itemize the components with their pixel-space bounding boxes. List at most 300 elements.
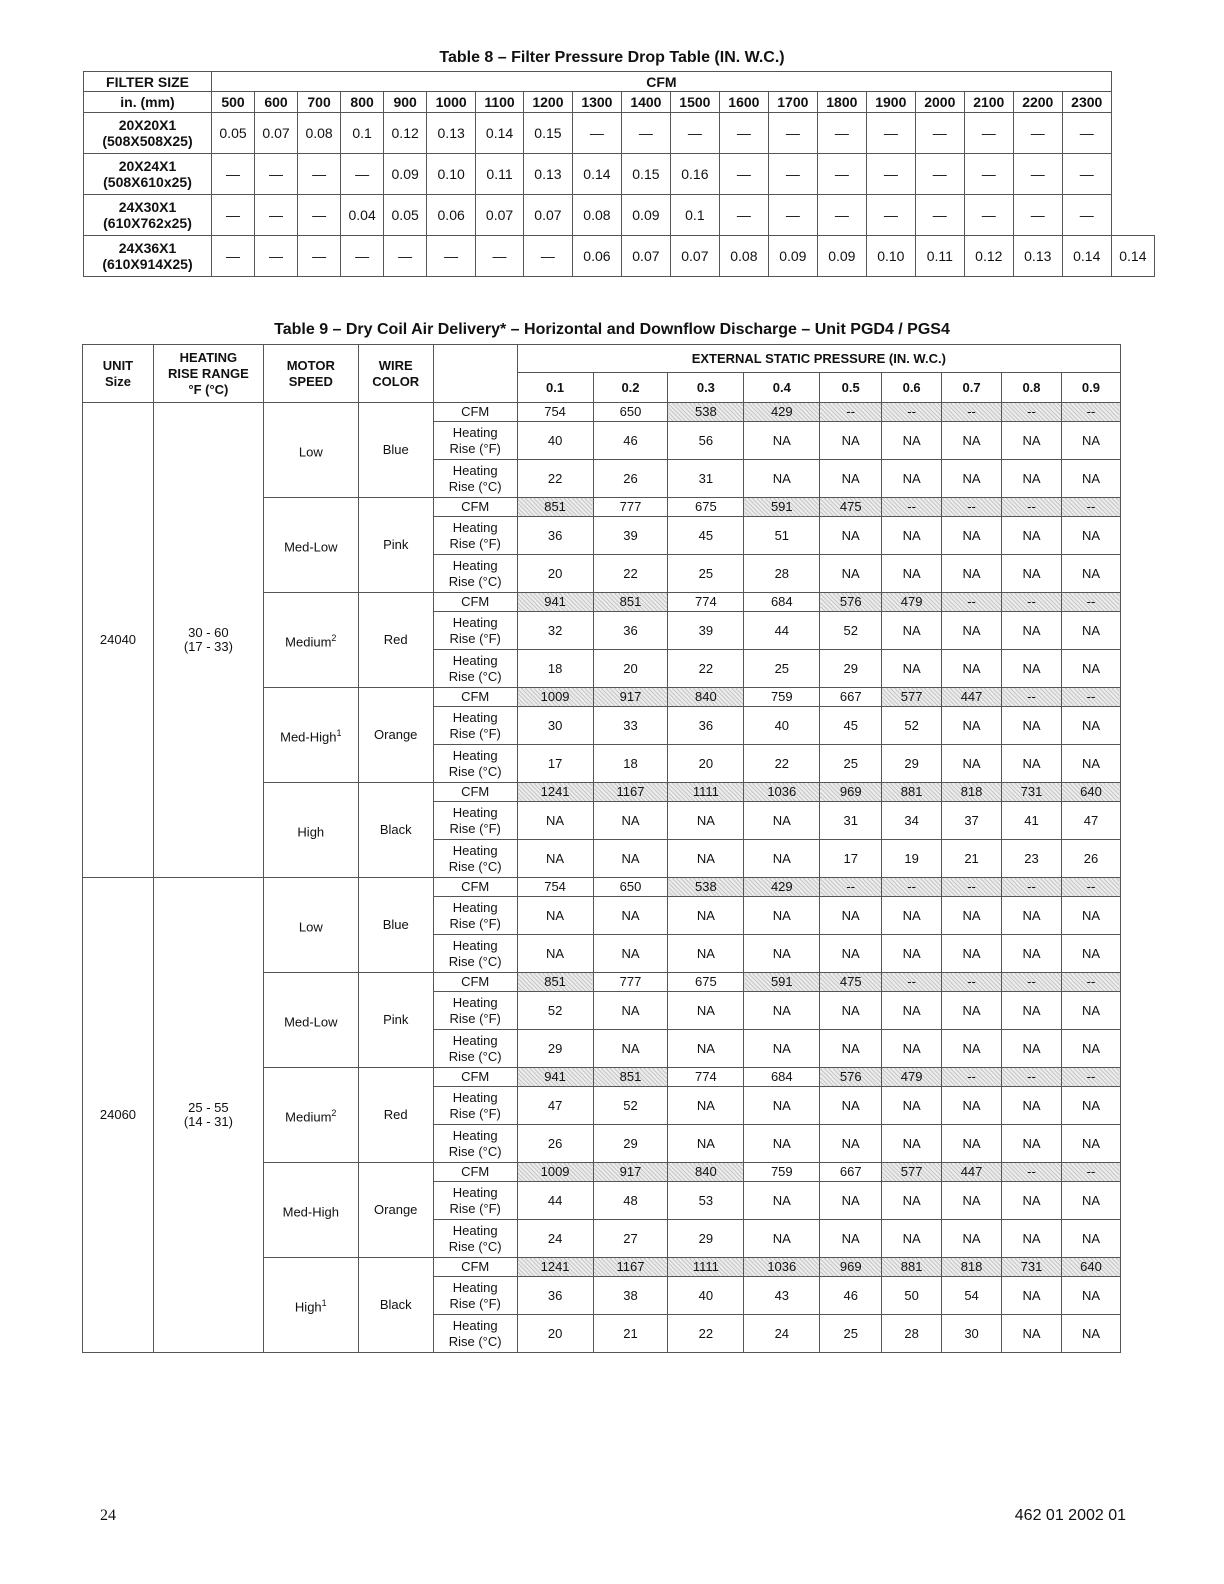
rise-f-value-cell: NA bbox=[517, 897, 593, 935]
rise-f-value-cell: 52 bbox=[820, 612, 882, 650]
rise-f-value-cell: 41 bbox=[1002, 802, 1062, 840]
heating-label: Heating bbox=[452, 899, 498, 915]
rise-f-value-cell: 40 bbox=[744, 707, 820, 745]
cfm-value-cell: -- bbox=[1002, 1163, 1062, 1182]
wire-color-cell: Red bbox=[358, 1068, 433, 1163]
rise-c-value-cell: NA bbox=[820, 460, 882, 498]
cfm-value-cell: 1167 bbox=[593, 1258, 668, 1277]
pressure-column-header: 0.5 bbox=[820, 373, 882, 403]
pressure-drop-cell: 0.10 bbox=[866, 236, 915, 277]
rise-c-value-cell: NA bbox=[593, 1030, 668, 1068]
rise-c-value-cell: NA bbox=[882, 1030, 942, 1068]
rise-f-value-cell: 51 bbox=[744, 517, 820, 555]
pressure-drop-cell: — bbox=[915, 113, 964, 154]
rise-f-value-cell: NA bbox=[744, 422, 820, 460]
pressure-drop-cell: — bbox=[719, 195, 768, 236]
heating-rise-c-label-cell bbox=[433, 935, 517, 973]
heating-rise-c-label-cell bbox=[433, 1220, 517, 1258]
speed-footnote: 2 bbox=[331, 632, 337, 643]
motor-speed: Low bbox=[298, 919, 323, 935]
rise-c-value-cell: 25 bbox=[820, 745, 882, 783]
cfm-row-label: CFM bbox=[461, 404, 490, 419]
rise-c-value-cell: 28 bbox=[882, 1315, 942, 1353]
cfm-value-cell: 731 bbox=[1002, 783, 1062, 802]
range-f: 25 - 55 bbox=[188, 1100, 229, 1115]
pressure-column-header: 0.2 bbox=[593, 373, 668, 403]
pressure-drop-cell: — bbox=[255, 195, 298, 236]
pressure-drop-cell: 0.14 bbox=[1062, 236, 1111, 277]
cfm-row-label: CFM bbox=[461, 499, 490, 514]
rise-f-value-cell: 52 bbox=[882, 707, 942, 745]
pressure-drop-cell: — bbox=[523, 236, 572, 277]
rise-unit-label: Rise (°C) bbox=[448, 858, 502, 874]
motor-speed-header bbox=[263, 345, 358, 403]
rise-c-value-cell: 17 bbox=[517, 745, 593, 783]
cfm-column-header: 1600 bbox=[719, 92, 768, 113]
rise-f-value-cell: 40 bbox=[668, 1277, 744, 1315]
rise-unit-label: Rise (°F) bbox=[449, 1200, 501, 1216]
cfm-value-cell: 1036 bbox=[744, 783, 820, 802]
rise-f-value-cell: NA bbox=[744, 802, 820, 840]
wire-color-cell: Black bbox=[358, 783, 433, 878]
rise-unit-label: Rise (°C) bbox=[448, 953, 502, 969]
rise-c-value-cell: NA bbox=[1061, 650, 1120, 688]
filter-size-cell bbox=[84, 154, 212, 195]
pressure-drop-cell: 0.15 bbox=[621, 154, 670, 195]
cfm-row-label: CFM bbox=[461, 879, 490, 894]
heating-rise-f-label-cell bbox=[433, 1087, 517, 1125]
pressure-drop-cell: — bbox=[1013, 113, 1062, 154]
rise-f-value-cell: 48 bbox=[593, 1182, 668, 1220]
range-f: 30 - 60 bbox=[188, 625, 229, 640]
rise-c-value-cell: 29 bbox=[517, 1030, 593, 1068]
cfm-row-label: CFM bbox=[461, 974, 490, 989]
pressure-drop-cell: — bbox=[1062, 154, 1111, 195]
cfm-value-cell: 576 bbox=[820, 593, 882, 612]
pressure-drop-cell: — bbox=[1062, 113, 1111, 154]
pressure-column-header: 0.7 bbox=[942, 373, 1002, 403]
cfm-value-cell: 591 bbox=[744, 498, 820, 517]
rise-f-value-cell: 37 bbox=[942, 802, 1002, 840]
rise-f-value-cell: NA bbox=[942, 1182, 1002, 1220]
filter-size: 20X24X1 bbox=[118, 158, 177, 174]
rise-f-value-cell: NA bbox=[744, 897, 820, 935]
filter-pressure-drop-table bbox=[83, 71, 1155, 277]
pressure-drop-cell: 0.14 bbox=[572, 154, 621, 195]
cfm-value-cell: -- bbox=[942, 878, 1002, 897]
heating-label: Heating bbox=[452, 994, 498, 1010]
rise-f-value-cell: 40 bbox=[517, 422, 593, 460]
size-unit-header bbox=[84, 92, 212, 113]
rise-unit-label: Rise (°C) bbox=[448, 1333, 502, 1349]
rise-unit-label: Rise (°F) bbox=[449, 1295, 501, 1311]
rise-c-value-cell: NA bbox=[942, 1125, 1002, 1163]
heating-rise-f-label-cell bbox=[433, 992, 517, 1030]
rise-c-value-cell: NA bbox=[593, 840, 668, 878]
rise-f-value-cell: 53 bbox=[668, 1182, 744, 1220]
rise-f-value-cell: 34 bbox=[882, 802, 942, 840]
rise-c-value-cell: NA bbox=[942, 650, 1002, 688]
rise-c-value-cell: 30 bbox=[942, 1315, 1002, 1353]
rise-c-value-cell: NA bbox=[1002, 1125, 1062, 1163]
pressure-column-header: 0.4 bbox=[744, 373, 820, 403]
motor-speed-cell bbox=[263, 1163, 358, 1258]
rise-c-value-cell: 22 bbox=[668, 1315, 744, 1353]
cfm-value-cell: 851 bbox=[517, 498, 593, 517]
cfm-value-cell: 759 bbox=[744, 688, 820, 707]
cfm-row-label: CFM bbox=[461, 1069, 490, 1084]
cfm-value-cell: 684 bbox=[744, 1068, 820, 1087]
cfm-label-cell bbox=[433, 403, 517, 422]
rise-c-value-cell: NA bbox=[942, 745, 1002, 783]
rise-c-value-cell: NA bbox=[942, 1220, 1002, 1258]
cfm-value-cell: 969 bbox=[820, 1258, 882, 1277]
dry-coil-air-delivery-table bbox=[82, 344, 1121, 1353]
filter-size-mm: (508X610x25) bbox=[103, 174, 192, 190]
cfm-value-cell: -- bbox=[942, 498, 1002, 517]
pressure-drop-cell: — bbox=[298, 154, 341, 195]
rise-f-value-cell: 43 bbox=[744, 1277, 820, 1315]
rise-f-value-cell: NA bbox=[1061, 707, 1120, 745]
rise-c-value-cell: NA bbox=[744, 840, 820, 878]
heating-rise-c-label-cell bbox=[433, 460, 517, 498]
rise-f-value-cell: NA bbox=[1002, 992, 1062, 1030]
cfm-value-cell: 475 bbox=[820, 498, 882, 517]
cfm-value-cell: 759 bbox=[744, 1163, 820, 1182]
pressure-drop-cell: — bbox=[964, 154, 1013, 195]
cfm-value-cell: 640 bbox=[1061, 1258, 1120, 1277]
cfm-value-cell: -- bbox=[882, 403, 942, 422]
rise-unit-label: Rise (°F) bbox=[449, 440, 501, 456]
pressure-drop-cell: 0.13 bbox=[427, 113, 476, 154]
rise-c-value-cell: 22 bbox=[517, 460, 593, 498]
rise-c-value-cell: 26 bbox=[593, 460, 668, 498]
rise-f-value-cell: 36 bbox=[593, 612, 668, 650]
pressure-drop-cell: 0.1 bbox=[341, 113, 384, 154]
pressure-drop-cell: 0.07 bbox=[476, 195, 524, 236]
cfm-label: CFM bbox=[646, 73, 677, 90]
rise-f-value-cell: 33 bbox=[593, 707, 668, 745]
rise-f-value-cell: 46 bbox=[593, 422, 668, 460]
wire-color-cell: Orange bbox=[358, 688, 433, 783]
rise-f-value-cell: 46 bbox=[820, 1277, 882, 1315]
rise-f-value-cell: 52 bbox=[517, 992, 593, 1030]
heating-label: Heating bbox=[452, 747, 498, 763]
cfm-row-label: CFM bbox=[461, 1259, 490, 1274]
speed-footnote: 2 bbox=[331, 1107, 337, 1118]
cfm-value-cell: -- bbox=[1002, 688, 1062, 707]
cfm-value-cell: 650 bbox=[593, 878, 668, 897]
cfm-value-cell: 777 bbox=[593, 973, 668, 992]
rise-c-value-cell: NA bbox=[942, 460, 1002, 498]
cfm-column-header: 1700 bbox=[768, 92, 817, 113]
heating-label: Heating bbox=[452, 937, 498, 953]
cfm-value-cell: 650 bbox=[593, 403, 668, 422]
page-number: 24 bbox=[100, 1507, 116, 1524]
range-c: (14 - 31) bbox=[183, 1114, 233, 1129]
rise-f-value-cell: 52 bbox=[593, 1087, 668, 1125]
rise-c-value-cell: NA bbox=[882, 935, 942, 973]
cfm-value-cell: -- bbox=[882, 878, 942, 897]
heating-label: Heating bbox=[452, 462, 498, 478]
rise-f-value-cell: NA bbox=[820, 1087, 882, 1125]
pressure-drop-cell: 0.05 bbox=[212, 113, 255, 154]
pressure-drop-cell: 0.11 bbox=[476, 154, 524, 195]
wire-color-cell: Blue bbox=[358, 403, 433, 498]
rise-f-value-cell: NA bbox=[942, 897, 1002, 935]
pressure-drop-cell: — bbox=[964, 195, 1013, 236]
filter-size-cell bbox=[84, 113, 212, 154]
unit-size-cell: 24040 bbox=[83, 403, 154, 878]
motor-speed: Med-High bbox=[280, 729, 337, 745]
cfm-value-cell: 941 bbox=[517, 1068, 593, 1087]
rise-f-value-cell: NA bbox=[882, 992, 942, 1030]
heating-label: Heating bbox=[452, 842, 498, 858]
cfm-value-cell: 840 bbox=[668, 688, 744, 707]
heating-rise-f-label-cell bbox=[433, 612, 517, 650]
pressure-drop-cell: 0.13 bbox=[1013, 236, 1062, 277]
rise-f-value-cell: NA bbox=[668, 802, 744, 840]
filter-size-mm: (610X914X25) bbox=[102, 256, 193, 272]
heating-label: Heating bbox=[452, 519, 498, 535]
heating-label: Heating bbox=[452, 614, 498, 630]
cfm-value-cell: 475 bbox=[820, 973, 882, 992]
cfm-value-cell: 577 bbox=[882, 688, 942, 707]
filter-size: 24X36X1 bbox=[118, 240, 177, 256]
rise-f-value-cell: NA bbox=[942, 612, 1002, 650]
rise-c-value-cell: 20 bbox=[593, 650, 668, 688]
heating-rise-f-label-cell bbox=[433, 422, 517, 460]
table8-cfm-row bbox=[84, 92, 1155, 113]
rise-c-value-cell: NA bbox=[517, 935, 593, 973]
cfm-value-cell: -- bbox=[942, 1068, 1002, 1087]
rise-f-value-cell: 45 bbox=[820, 707, 882, 745]
table8-header-row bbox=[84, 72, 1155, 92]
unit-size-header-line: UNIT bbox=[102, 357, 134, 373]
rise-f-value-cell: NA bbox=[744, 992, 820, 1030]
cfm-value-cell: 667 bbox=[820, 688, 882, 707]
unit-size-cell: 24060 bbox=[83, 878, 154, 1353]
cfm-value-cell: -- bbox=[882, 973, 942, 992]
cfm-value-cell: 538 bbox=[668, 878, 744, 897]
rise-unit-label: Rise (°C) bbox=[448, 478, 502, 494]
rise-unit-label: Rise (°C) bbox=[448, 763, 502, 779]
cfm-value-cell: -- bbox=[1061, 593, 1120, 612]
rise-f-value-cell: NA bbox=[942, 517, 1002, 555]
rise-c-value-cell: 25 bbox=[744, 650, 820, 688]
cfm-value-cell: 675 bbox=[668, 973, 744, 992]
cfm-value-cell: 774 bbox=[668, 1068, 744, 1087]
cfm-label-cell bbox=[433, 878, 517, 897]
rise-c-value-cell: 22 bbox=[668, 650, 744, 688]
motor-speed-cell bbox=[263, 498, 358, 593]
cfm-value-cell: -- bbox=[942, 973, 1002, 992]
pressure-drop-cell: 0.07 bbox=[255, 113, 298, 154]
heating-rise-range-header-line: HEATING bbox=[179, 349, 238, 365]
rise-f-value-cell: NA bbox=[1061, 612, 1120, 650]
rise-c-value-cell: NA bbox=[593, 935, 668, 973]
rise-c-value-cell: 18 bbox=[593, 745, 668, 783]
rise-c-value-cell: 21 bbox=[942, 840, 1002, 878]
cfm-value-cell: 1009 bbox=[517, 688, 593, 707]
rise-f-value-cell: 56 bbox=[668, 422, 744, 460]
cfm-value-cell: -- bbox=[1061, 878, 1120, 897]
pressure-drop-cell: — bbox=[866, 113, 915, 154]
rise-f-value-cell: NA bbox=[1002, 1277, 1062, 1315]
document-number: 462 01 2002 01 bbox=[1014, 1507, 1126, 1524]
pressure-drop-cell: — bbox=[670, 113, 719, 154]
cfm-value-cell: 684 bbox=[744, 593, 820, 612]
rise-f-value-cell: 45 bbox=[668, 517, 744, 555]
cfm-column-header: 500 bbox=[212, 92, 255, 113]
rise-f-value-cell: NA bbox=[820, 1182, 882, 1220]
rise-f-value-cell: NA bbox=[1061, 897, 1120, 935]
rise-c-value-cell: NA bbox=[820, 1125, 882, 1163]
cfm-value-cell: 731 bbox=[1002, 1258, 1062, 1277]
heating-rise-c-label-cell bbox=[433, 1030, 517, 1068]
filter-size: 20X20X1 bbox=[118, 117, 177, 133]
cfm-value-cell: 917 bbox=[593, 1163, 668, 1182]
cfm-value-cell: 429 bbox=[744, 403, 820, 422]
wire-color-cell: Red bbox=[358, 593, 433, 688]
wire-color-cell: Black bbox=[358, 1258, 433, 1353]
pressure-drop-cell: 0.09 bbox=[621, 195, 670, 236]
pressure-drop-cell: — bbox=[384, 236, 427, 277]
cfm-value-cell: -- bbox=[1002, 498, 1062, 517]
motor-speed: Med-High bbox=[282, 1204, 339, 1220]
filter-size-header bbox=[84, 72, 212, 92]
cfm-value-cell: -- bbox=[882, 498, 942, 517]
pressure-drop-cell: 0.09 bbox=[817, 236, 866, 277]
motor-speed: Med-Low bbox=[284, 1014, 338, 1030]
cfm-value-cell: 881 bbox=[882, 783, 942, 802]
cfm-value-cell: -- bbox=[1002, 973, 1062, 992]
heating-rise-c-label-cell bbox=[433, 745, 517, 783]
heating-label: Heating bbox=[452, 1089, 498, 1105]
rise-f-value-cell: 54 bbox=[942, 1277, 1002, 1315]
heating-label: Heating bbox=[452, 1032, 498, 1048]
rise-f-value-cell: NA bbox=[882, 1087, 942, 1125]
rise-f-value-cell: 39 bbox=[593, 517, 668, 555]
wire-color-cell: Orange bbox=[358, 1163, 433, 1258]
heating-rise-f-label-cell bbox=[433, 802, 517, 840]
rise-c-value-cell: NA bbox=[1002, 650, 1062, 688]
pressure-column-header: 0.8 bbox=[1002, 373, 1062, 403]
heating-label: Heating bbox=[452, 1222, 498, 1238]
cfm-label-cell bbox=[433, 783, 517, 802]
rise-c-value-cell: NA bbox=[1002, 935, 1062, 973]
motor-speed-cell bbox=[263, 403, 358, 498]
pressure-drop-cell: — bbox=[427, 236, 476, 277]
filter-row bbox=[84, 113, 1155, 154]
rise-c-value-cell: 22 bbox=[593, 555, 668, 593]
filter-row bbox=[84, 195, 1155, 236]
rise-c-value-cell: NA bbox=[744, 1030, 820, 1068]
cfm-column-header: 700 bbox=[298, 92, 341, 113]
filter-row bbox=[84, 154, 1155, 195]
range-c: (17 - 33) bbox=[183, 639, 233, 654]
motor-speed-cell bbox=[263, 593, 358, 688]
rise-unit-label: Rise (°C) bbox=[448, 573, 502, 589]
cfm-value-cell: -- bbox=[1061, 1068, 1120, 1087]
heating-rise-c-label-cell bbox=[433, 840, 517, 878]
motor-speed-cell bbox=[263, 973, 358, 1068]
cfm-label-cell bbox=[433, 1258, 517, 1277]
rise-c-value-cell: NA bbox=[942, 555, 1002, 593]
pressure-drop-cell: 0.08 bbox=[719, 236, 768, 277]
pressure-drop-cell: 0.07 bbox=[670, 236, 719, 277]
rise-c-value-cell: 20 bbox=[517, 1315, 593, 1353]
cfm-value-cell: 969 bbox=[820, 783, 882, 802]
cfm-value-cell: 818 bbox=[942, 783, 1002, 802]
cfm-value-cell: 851 bbox=[517, 973, 593, 992]
heating-label: Heating bbox=[452, 1127, 498, 1143]
cfm-value-cell: 577 bbox=[882, 1163, 942, 1182]
heating-label: Heating bbox=[452, 1184, 498, 1200]
pressure-drop-cell: — bbox=[915, 195, 964, 236]
heating-rise-f-label-cell bbox=[433, 707, 517, 745]
cfm-column-header: 1000 bbox=[427, 92, 476, 113]
rise-unit-label: Rise (°F) bbox=[449, 535, 501, 551]
cfm-value-cell: -- bbox=[942, 593, 1002, 612]
motor-speed: Medium bbox=[285, 634, 332, 650]
cfm-column-header: 2000 bbox=[915, 92, 964, 113]
pressure-drop-cell: — bbox=[621, 113, 670, 154]
cfm-column-header: 600 bbox=[255, 92, 298, 113]
rise-f-value-cell: NA bbox=[517, 802, 593, 840]
pressure-drop-cell: — bbox=[719, 113, 768, 154]
motor-speed-cell bbox=[263, 878, 358, 973]
rise-f-value-cell: NA bbox=[882, 517, 942, 555]
heating-rise-f-label-cell bbox=[433, 1182, 517, 1220]
cfm-value-cell: 1241 bbox=[517, 1258, 593, 1277]
pressure-drop-cell: 0.14 bbox=[476, 113, 524, 154]
rise-f-value-cell: NA bbox=[744, 1087, 820, 1125]
heating-label: Heating bbox=[452, 1317, 498, 1333]
rise-c-value-cell: NA bbox=[1061, 1315, 1120, 1353]
cfm-value-cell: 538 bbox=[668, 403, 744, 422]
rise-c-value-cell: 18 bbox=[517, 650, 593, 688]
heating-rise-c-label-cell bbox=[433, 1315, 517, 1353]
motor-speed-cell bbox=[263, 1258, 358, 1353]
cfm-column-header: 2100 bbox=[964, 92, 1013, 113]
table9-header-row bbox=[83, 345, 1121, 373]
rise-c-value-cell: 20 bbox=[517, 555, 593, 593]
rise-f-value-cell: NA bbox=[942, 1087, 1002, 1125]
pressure-drop-cell: 0.06 bbox=[572, 236, 621, 277]
rise-unit-label: Rise (°F) bbox=[449, 725, 501, 741]
pressure-drop-cell: 0.12 bbox=[384, 113, 427, 154]
cfm-value-cell: 479 bbox=[882, 593, 942, 612]
rise-c-value-cell: NA bbox=[1002, 555, 1062, 593]
rise-c-value-cell: NA bbox=[820, 1220, 882, 1258]
rise-c-value-cell: NA bbox=[1061, 1030, 1120, 1068]
pressure-drop-cell: — bbox=[866, 154, 915, 195]
wire-color-cell: Blue bbox=[358, 878, 433, 973]
cfm-value-cell: -- bbox=[1002, 878, 1062, 897]
heating-rise-f-label-cell bbox=[433, 1277, 517, 1315]
pressure-drop-cell: — bbox=[212, 195, 255, 236]
rise-c-value-cell: 20 bbox=[668, 745, 744, 783]
heating-label: Heating bbox=[452, 652, 498, 668]
pressure-drop-cell: 0.07 bbox=[621, 236, 670, 277]
size-unit-label: in. (mm) bbox=[120, 94, 175, 110]
rise-f-value-cell: NA bbox=[942, 992, 1002, 1030]
external-static-pressure-header: EXTERNAL STATIC PRESSURE (IN. W.C.) bbox=[517, 345, 1120, 373]
rise-c-value-cell: NA bbox=[942, 1030, 1002, 1068]
pressure-drop-cell: — bbox=[817, 113, 866, 154]
rise-c-value-cell: NA bbox=[744, 935, 820, 973]
